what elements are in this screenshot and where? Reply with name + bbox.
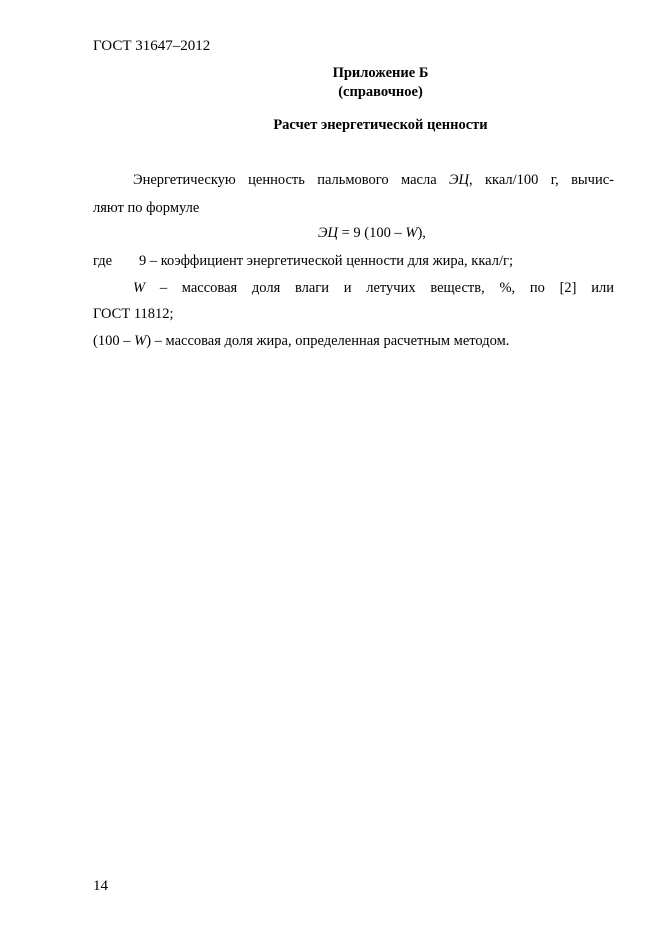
symbol-eц: ЭЦ bbox=[449, 172, 469, 188]
page-number: 14 bbox=[93, 878, 108, 894]
formula-variable: W bbox=[405, 225, 418, 241]
section-title: Расчет энергетической ценности bbox=[273, 117, 488, 133]
definition-row bbox=[93, 280, 614, 297]
text-fragment: , ккал/100 г, вычис- bbox=[468, 172, 614, 188]
formula-symbol: ЭЦ bbox=[318, 225, 338, 241]
formula-text: ), bbox=[417, 225, 426, 241]
appendix-subtitle: (справочное) bbox=[338, 84, 423, 100]
definition-text: 9 – коэффициент энергетической ценности для жира, ккал/г; bbox=[139, 253, 513, 269]
definition-row bbox=[93, 253, 513, 270]
definition-variable: W bbox=[134, 333, 147, 349]
appendix-title: Приложение Б bbox=[332, 65, 429, 81]
paragraph-line bbox=[93, 172, 614, 189]
text-fragment: Энергетическую ценность пальмового масла bbox=[133, 172, 449, 188]
definition-text: ) – массовая доля жира, определенная расчетным методом. bbox=[146, 333, 510, 349]
definition-continuation: ГОСТ 11812; bbox=[93, 306, 174, 322]
appendix-heading bbox=[50, 64, 661, 102]
definition-variable: W bbox=[133, 280, 146, 296]
formula-text: = 9 (100 – bbox=[337, 225, 406, 241]
definition-text: – массовая доля влаги и летучих веществ, %, по [2] или bbox=[145, 280, 614, 296]
definition-text: (100 – bbox=[93, 333, 135, 349]
document-header: ГОСТ 31647–2012 bbox=[93, 38, 211, 54]
paragraph-line: ляют по формуле bbox=[93, 200, 200, 216]
where-label: где bbox=[93, 253, 113, 269]
formula bbox=[318, 225, 426, 242]
definition-row bbox=[93, 333, 614, 350]
